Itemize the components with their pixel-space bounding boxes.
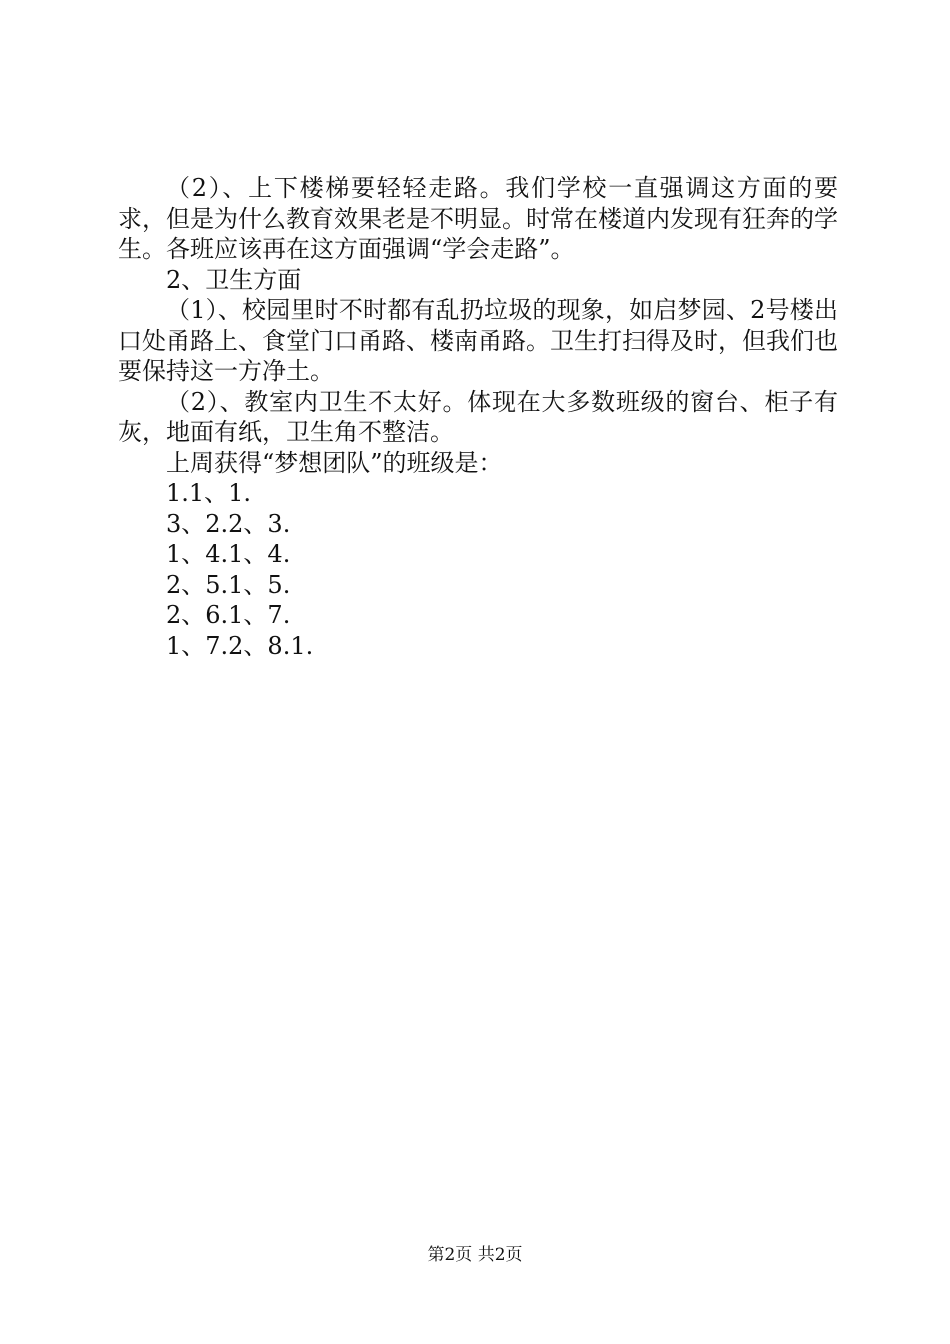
list-item: 2、5.1、5.	[166, 570, 291, 599]
list-item: 3、2.2、3.	[166, 509, 291, 538]
paragraph-classroom-hygiene: （2）、教室内卫生不太好。体现在大多数班级的窗台、柜子有灰，地面有纸，卫生角不整洁。	[118, 387, 838, 446]
section-heading-hygiene: 2、卫生方面	[166, 265, 302, 294]
paragraph-dream-team-intro: 上周获得“梦想团队”的班级是：	[166, 448, 503, 477]
document-body	[118, 173, 838, 661]
list-item: 1.1、1.	[166, 479, 252, 507]
paragraph-stairs-walking: （2）、上下楼梯要轻轻走路。我们学校一直强调这方面的要求，但是为什么教育效果老是不明显。时常在楼道内发现有狂奔的学生。各班应该再在这方面强调“学会走路”。	[118, 174, 838, 263]
list-item: 1、4.1、4.	[166, 540, 291, 568]
list-item: 1、7.2、8.1.	[166, 631, 314, 660]
list-item: 2、6.1、7.	[166, 601, 291, 629]
paragraph-campus-litter: （1）、校园里时不时都有乱扔垃圾的现象，如启梦园、2号楼出口处甬路上、食堂门口甬路、楼南甬路。卫生打扫得及时，但我们也要保持这一方净土。	[118, 296, 838, 385]
page-number-footer: 第2页 共2页	[427, 1245, 523, 1265]
